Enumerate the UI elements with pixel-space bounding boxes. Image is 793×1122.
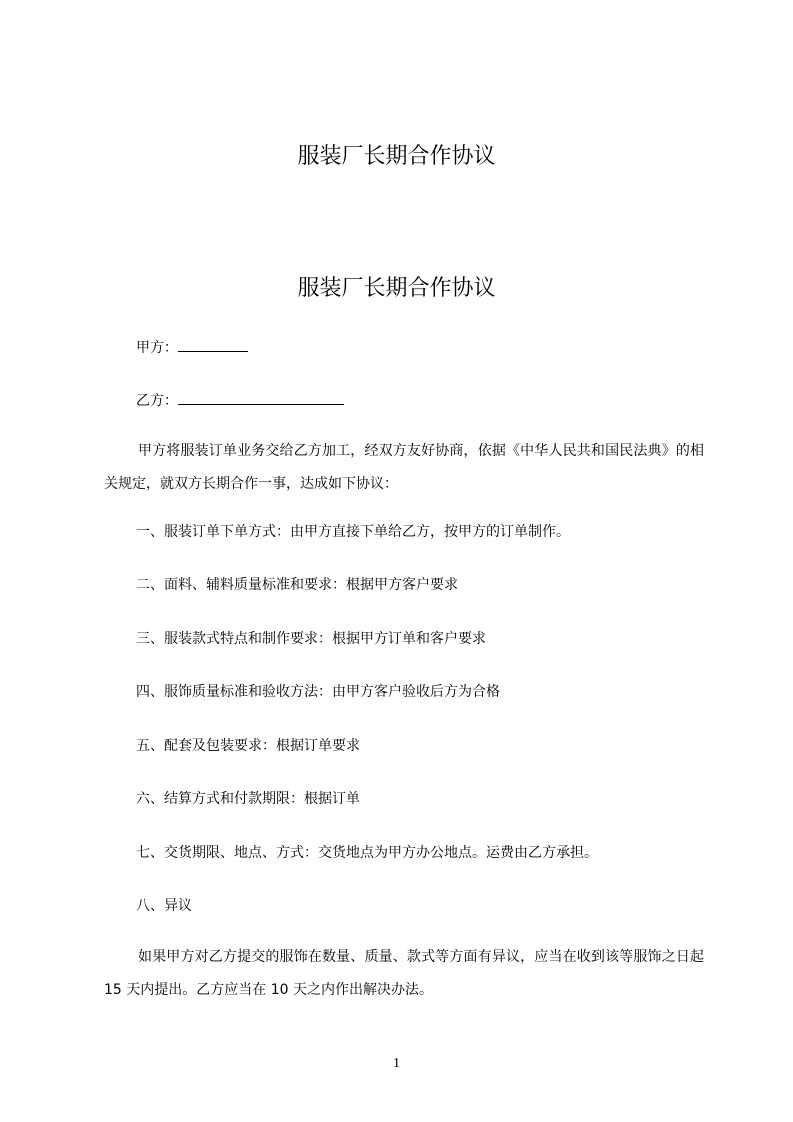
party-a-label: 甲方： xyxy=(136,340,178,356)
party-a-line xyxy=(136,337,248,358)
clause-5: 五、配套及包装要求：根据订单要求 xyxy=(136,738,360,754)
clause-6: 六、结算方式和付款期限：根据订单 xyxy=(136,791,360,807)
main-title: 服装厂长期合作协议 xyxy=(297,276,496,301)
objection-paragraph: 如果甲方对乙方提交的服饰在数量、质量、款式等方面有异议，应当在收到该等服饰之日起 15 天内提出。乙方应当在 10 天之内作出解决办法。 xyxy=(104,949,704,998)
party-a-blank xyxy=(178,337,248,352)
header-title: 服装厂长期合作协议 xyxy=(297,144,496,169)
party-b-blank xyxy=(178,390,344,405)
clause-1: 一、服装订单下单方式：由甲方直接下单给乙方，按甲方的订单制作。 xyxy=(136,524,570,540)
clause-8: 八、异议 xyxy=(136,898,192,914)
page-number: 1 xyxy=(393,1056,400,1071)
intro-paragraph: 甲方将服装订单业务交给乙方加工，经双方友好协商，依据《中华人民共和国民法典》的相关规定，就双方长期合作一事，达成如下协议： xyxy=(104,443,704,492)
clause-2: 二、面料、辅料质量标准和要求：根据甲方客户要求 xyxy=(136,577,458,593)
clause-7: 七、交货期限、地点、方式：交货地点为甲方办公地点。运费由乙方承担。 xyxy=(136,845,598,861)
clause-3: 三、服装款式特点和制作要求：根据甲方订单和客户要求 xyxy=(136,631,486,647)
party-b-line xyxy=(136,390,344,411)
party-b-label: 乙方： xyxy=(136,393,178,409)
clause-4: 四、服饰质量标准和验收方法：由甲方客户验收后方为合格 xyxy=(136,684,500,700)
